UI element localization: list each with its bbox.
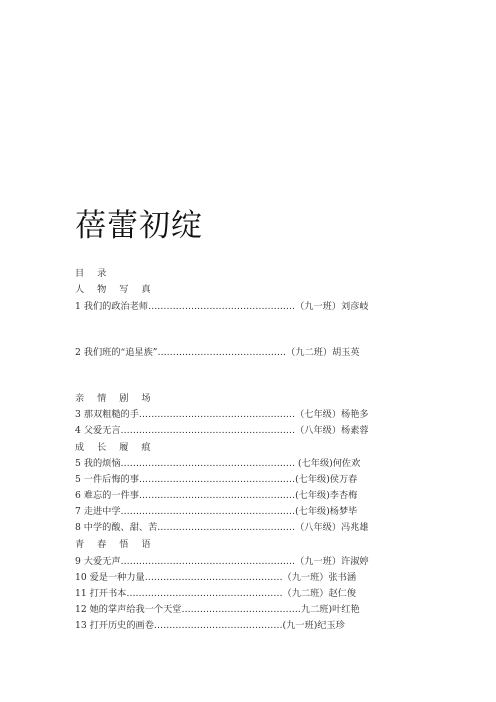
toc-entry: 9 大爱无声…………………………………………………（九一班）许淑婷: [75, 556, 369, 567]
toc-entry: 7 走进中学…………………………………………………(七年级)杨梦毕: [75, 506, 358, 517]
toc-entry: 5 一件后悔的事……………………………………………(七年级)侯万春: [75, 474, 358, 485]
section-heading-portraits: 人 物 写 真: [75, 284, 156, 295]
toc-entry: 11 打开书本……………………………………………（九二班）赵仁俊: [75, 588, 357, 599]
toc-entry: 5 我的烦恼………………………………………………… (七年级)何佐欢: [75, 458, 361, 469]
toc-entry: 2 我们班的“追星族”……………………………………（九二班）胡玉英: [75, 347, 360, 358]
toc-entry: 8 中学的酸、甜、苦………………………………………（八年级）冯兆雄: [75, 522, 369, 533]
toc-heading: 目 录: [75, 268, 112, 279]
section-heading-youth: 青 春 悟 语: [75, 539, 156, 550]
toc-entry: 10 爱是一种力量………………………………………（九一班）张书涵: [75, 572, 357, 583]
toc-entry: 12 她的掌声给我一个天堂…………………………………九二班)叶红艳: [75, 604, 360, 615]
toc-entry: 13 打开历史的画卷……………………………………(九一班)纪玉珍: [75, 620, 345, 631]
page-title: 蓓蕾初绽: [75, 208, 203, 244]
section-heading-family: 亲 情 剧 场: [75, 393, 156, 404]
section-heading-growth: 成 长 履 痕: [75, 442, 156, 453]
toc-entry: 6 难忘的一件事……………………………………………(七年级)李杏梅: [75, 490, 358, 501]
toc-entry: 3 那双粗糙的手……………………………………………（七年级）杨艳多: [75, 409, 369, 420]
toc-entry: 4 父爱无言…………………………………………………（八年级）杨素蓉: [75, 425, 369, 436]
toc-entry: 1 我们的政治老师…………………………………………（九一班）刘彦岐: [75, 301, 369, 312]
